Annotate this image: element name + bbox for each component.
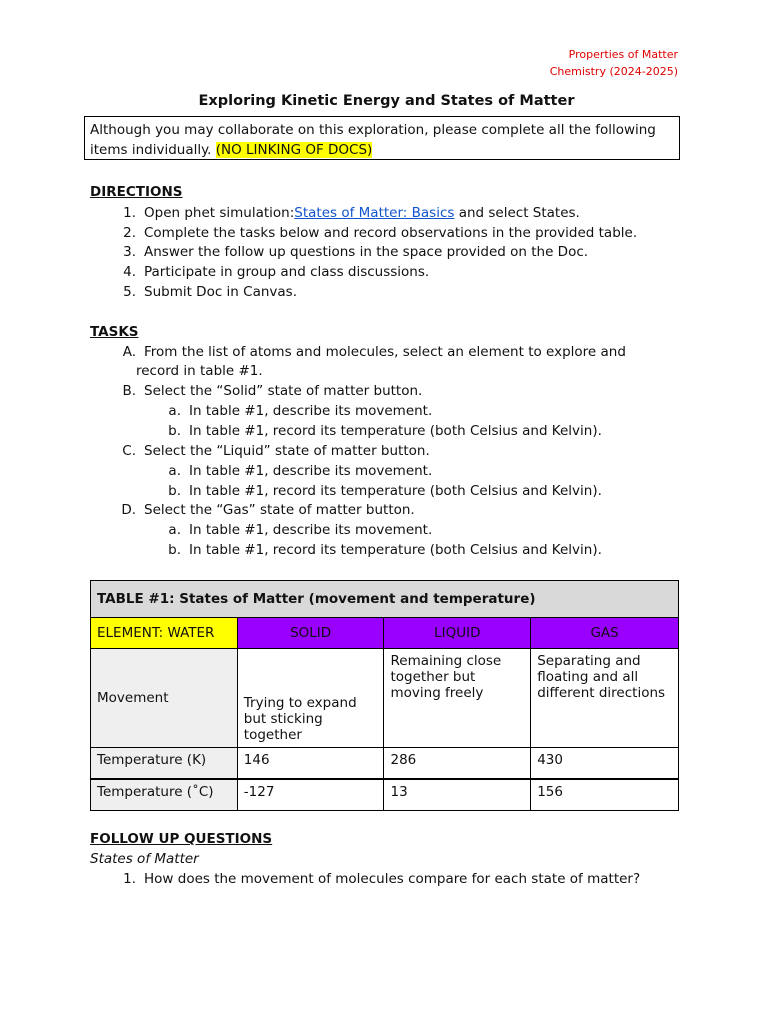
movement-gas-cell[interactable]: Separating and floating and all different directions [531, 649, 679, 748]
temp-c-solid-cell[interactable]: -127 [237, 779, 384, 811]
table-row [91, 779, 679, 811]
followup-subheading: States of Matter [90, 851, 199, 867]
task-subitem-text: In table #1, record its temperature (both Celsius and Kelvin). [189, 483, 602, 499]
task-subitem-text: In table #1, describe its movement. [189, 522, 433, 538]
list-marker: a. [168, 463, 181, 479]
header-course-year: Chemistry (2024-2025) [549, 65, 678, 78]
list-marker: a. [168, 522, 181, 538]
task-text: From the list of atoms and molecules, select an element to explore and [144, 344, 626, 360]
temp-k-solid-cell[interactable]: 146 [237, 748, 384, 780]
temp-c-liquid-cell[interactable]: 13 [384, 779, 531, 811]
temp-c-gas-cell[interactable]: 156 [531, 779, 679, 811]
task-subitem-text: In table #1, record its temperature (both Celsius and Kelvin). [189, 423, 602, 439]
note-highlight: (NO LINKING OF DOCS) [215, 142, 373, 158]
document-title: Exploring Kinetic Energy and States of Matter [198, 93, 575, 109]
phet-simulation-link[interactable]: States of Matter: Basics [294, 205, 455, 221]
instruction-note-box [84, 116, 680, 160]
note-text: Although you may collaborate on this exploration, please complete all the following items individually. [90, 122, 656, 158]
task-item [90, 500, 415, 520]
followup-question-text: How does the movement of molecules compare for each state of matter? [144, 871, 641, 887]
directions-item [90, 262, 429, 282]
task-text: Select the “Liquid” state of matter button. [144, 443, 430, 459]
task-item [90, 441, 430, 461]
directions-heading: DIRECTIONS [90, 184, 183, 200]
tasks-heading: TASKS [90, 324, 139, 340]
task-subitem [90, 401, 432, 421]
task-subitem-text: In table #1, record its temperature (both Celsius and Kelvin). [189, 542, 602, 558]
table-row [91, 748, 679, 780]
temp-k-gas-cell[interactable]: 430 [531, 748, 679, 780]
list-marker: b. [168, 423, 181, 439]
task-item [90, 381, 422, 401]
task-subitem-text: In table #1, describe its movement. [189, 463, 433, 479]
list-marker: 2. [123, 225, 136, 241]
row-label-movement[interactable]: Movement [91, 649, 238, 748]
states-of-matter-table [90, 580, 679, 811]
followup-question [90, 869, 640, 889]
list-marker: C. [122, 443, 136, 459]
list-marker: A. [122, 344, 136, 360]
list-marker: a. [168, 403, 181, 419]
directions-item-text: Participate in group and class discussions. [144, 264, 430, 280]
directions-item [90, 223, 637, 243]
list-marker: 4. [123, 264, 136, 280]
directions-item-text: Answer the follow up questions in the space provided on the Doc. [144, 244, 589, 260]
directions-item-text: Submit Doc in Canvas. [144, 284, 297, 300]
task-text: Select the “Gas” state of matter button. [144, 502, 415, 518]
directions-item [90, 203, 580, 223]
directions-item [90, 282, 297, 302]
element-label-cell[interactable]: ELEMENT: WATER [91, 618, 238, 649]
movement-solid-cell[interactable]: Trying to expand but sticking together [237, 649, 384, 748]
task-subitem [90, 481, 602, 501]
directions-item-text: and select States. [454, 205, 580, 221]
table-row [91, 649, 679, 748]
row-label-temperature-k[interactable]: Temperature (K) [91, 748, 238, 780]
state-header-liquid[interactable]: LIQUID [384, 618, 531, 649]
task-subitem [90, 421, 602, 441]
header-course-topic: Properties of Matter [568, 48, 678, 61]
task-item [90, 342, 626, 362]
list-marker: 5. [123, 284, 136, 300]
list-marker: b. [168, 542, 181, 558]
list-marker: 1. [123, 871, 136, 887]
table-caption[interactable]: TABLE #1: States of Matter (movement and temperature) [91, 581, 679, 618]
directions-item-text: Open phet simulation: [144, 205, 295, 221]
task-subitem [90, 520, 432, 540]
followup-heading: FOLLOW UP QUESTIONS [90, 831, 273, 847]
list-marker: B. [122, 383, 136, 399]
list-marker: 1. [123, 205, 136, 221]
list-marker: b. [168, 483, 181, 499]
task-subitem-text: In table #1, describe its movement. [189, 403, 433, 419]
row-label-temperature-c[interactable]: Temperature (˚C) [91, 779, 238, 811]
directions-item-text: Complete the tasks below and record observations in the provided table. [144, 225, 638, 241]
list-marker: 3. [123, 244, 136, 260]
state-header-solid[interactable]: SOLID [237, 618, 384, 649]
temp-k-liquid-cell[interactable]: 286 [384, 748, 531, 780]
directions-item [90, 242, 588, 262]
state-header-gas[interactable]: GAS [531, 618, 679, 649]
list-marker: D. [121, 502, 136, 518]
task-text: Select the “Solid” state of matter button. [144, 383, 423, 399]
movement-liquid-cell[interactable]: Remaining close together but moving freely [384, 649, 531, 748]
task-subitem [90, 461, 432, 481]
task-item-continuation: record in table #1. [136, 363, 263, 379]
page-header [550, 46, 678, 80]
task-subitem [90, 540, 602, 560]
